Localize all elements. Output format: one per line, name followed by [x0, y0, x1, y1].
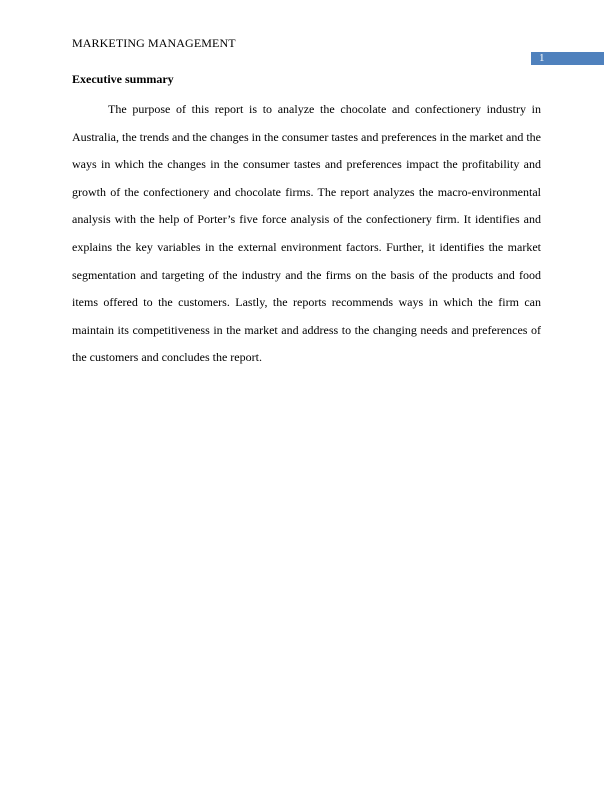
page-number-badge: 1 — [531, 52, 604, 65]
section-heading: Executive summary — [72, 72, 174, 86]
running-header-title: MARKETING MANAGEMENT — [72, 36, 236, 50]
executive-summary-paragraph: The purpose of this report is to analyze the chocolate and confectionery industry in Australia, the trends and the changes in the consumer tastes and preferences in the market and the ways in which the changes in the consumer tastes and preferences impact the profitability and growth of the confectionery and chocolate firms. The report analyzes the macro-environmental analysis with the help of Porter’s five force analysis of the confectionery firm. It identifies and explains the key variables in the external environment factors. Further, it identifies the market segmentation and targeting of the industry and the firms on the basis of the products and food items offered to the customers. Lastly, the reports recommends ways in which the firm can maintain its competitiveness in the market and address to the changing needs and preferences of the customers and concludes the report. — [72, 102, 541, 365]
